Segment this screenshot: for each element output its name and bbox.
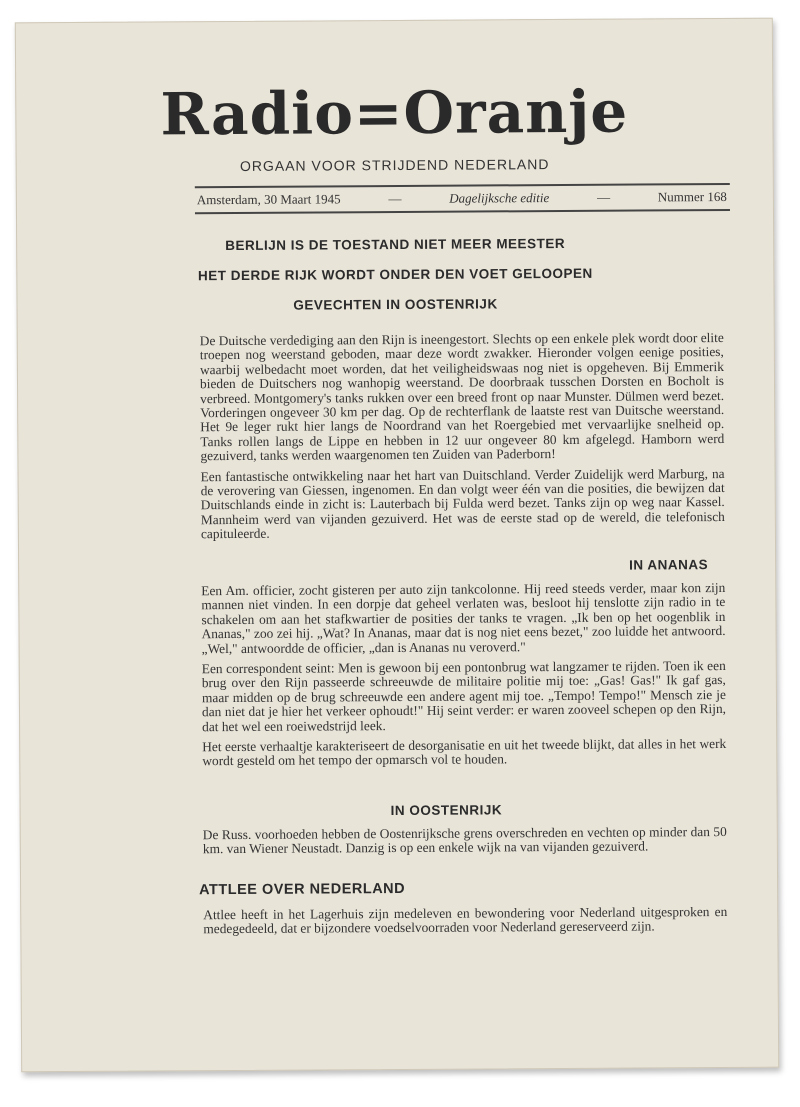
newspaper-sheet — [15, 18, 779, 1073]
section-title-ananas: IN ANANAS — [629, 557, 709, 573]
info-bar — [197, 189, 727, 208]
section-title-oostenrijk: IN OOSTENRIJK — [390, 802, 503, 819]
headline-2: HET DERDE RIJK WORDT ONDER DEN VOET GELOOPEN — [197, 265, 593, 284]
article-paragraph: Attlee heeft in het Lagerhuis zijn medeleven en bewondering voor Nederland uitgesproken en medegedeeld, dat er bijzondere voedselvoorraden voor Nederland gereserveerd zijn. — [203, 903, 728, 937]
separator-dash: — — [597, 189, 611, 205]
article-main — [200, 331, 725, 548]
article-paragraph: Een Am. officier, zocht gisteren per auto zijn tankcolonne. Hij reed steeds verder, maar kon zijn mannen niet vinden. In een dorpje dat geheel verlaten was, besloot hij tenslotte zijn radio in te schakelen om aan het stafkwartier de posities der tanks te vragen. „Ik ben op het oogenblik in Ananas," zoo zei hij. „Wat? In Ananas, maar dat is nog niet eens bezet," zoo luidde het antwoord. „Wel," antwoordde de officier, „dan is Ananas nu veroverd." — [201, 579, 726, 656]
article-oostenrijk — [203, 825, 727, 863]
section-title-attlee: ATTLEE OVER NEDERLAND — [199, 880, 406, 899]
edition-label: Dagelijksche editie — [449, 190, 550, 206]
issue-number: Nummer 168 — [657, 188, 727, 205]
masthead-title: Radio=Oranje — [160, 77, 629, 149]
article-paragraph: Een correspondent seint: Men is gewoon bij een pontonbrug wat langzamer te rijden. Toen ik een brug over den Rijn passeerde schreeuwde de militaire politie mij toe: „Gas! Gas!" Ik gaf gas, maar midden op de brug schreeuwde een andere agent mij toe. „Tempo! Tempo!" Mensch zie je dan niet dat je hier het verkeer ophoudt!" Hij seint verder: er waren zooveel schepen op den Rijn, dat het wel een roeiwedstrijd leek. — [201, 658, 727, 734]
separator-dash: — — [388, 190, 402, 207]
article-attlee — [203, 905, 727, 943]
article-paragraph: Het eerste verhaaltje karakteriseert de desorganisatie en uit het tweede blijkt, dat alles in het werk wordt gesteld om het tempo der opmarsch vol te houden. — [202, 736, 727, 769]
masthead-subtitle: ORGAAN VOOR STRIJDEND NEDERLAND — [239, 156, 550, 174]
headline-3: GEVECHTEN IN OOSTENRIJK — [293, 296, 498, 313]
place-date: Amsterdam, 30 Maart 1945 — [196, 191, 341, 208]
article-paragraph: De Russ. voorhoeden hebben de Oostenrijksche grens overschreden en vechten op minder dan 50 km. van Wiener Neustadt. Danzig is op een enkele wijk na van vijanden gezuiverd. — [202, 823, 727, 857]
bottom-rule — [195, 209, 730, 214]
article-ananas — [201, 581, 726, 775]
headline-1: BERLIJN IS DE TOESTAND NIET MEER MEESTER — [225, 235, 566, 254]
top-rule — [195, 183, 730, 188]
article-paragraph: De Duitsche verdediging aan den Rijn is ineengestort. Slechts op een enkele plek wordt door elite troepen nog weerstand geboden, maar deze wordt zwakker. Hieronder volgen eenige posities, waarbij welbedacht moet worden, dat het veiligheidswaas nog niet is opgeheven. Bij Emmerik bieden de Duitschers nog wanhopig weerstand. De doorbraak tusschen Dorsten en Bocholt is verbreed. Montgomery's tanks rukken over een breed front op naar Munster. Dülmen werd bezet. Vorderingen ongeveer 30 km per dag. Op de rechterflank de laatste rest van Duitsche weerstand. Het 9e leger rukt hier langs de Noordrand van het Roergebied met vervaarlijke snelheid op. Tanks rollen langs de Lippe en hebben in 12 uur ongeveer 80 km afgelegd. Hamborn werd gezuiverd, tanks werden waargenomen ten Zuiden van Paderborn! — [199, 330, 725, 464]
article-paragraph: Een fantastische ontwikkeling naar het hart van Duitschland. Verder Zuidelijk werd Marburg, na de verovering van Giessen, ingenomen. En dan volgt weer één van die posities, die bewijzen dat Duitschlands einde in zicht is: Lauterbach bij Fulda werd bezet. Tanks zijn op weg naar Kassel. Mannheim werd van vijanden gezuiverd. Het was de eerste stad op de wereld, die telefonisch capituleerde. — [200, 465, 725, 542]
